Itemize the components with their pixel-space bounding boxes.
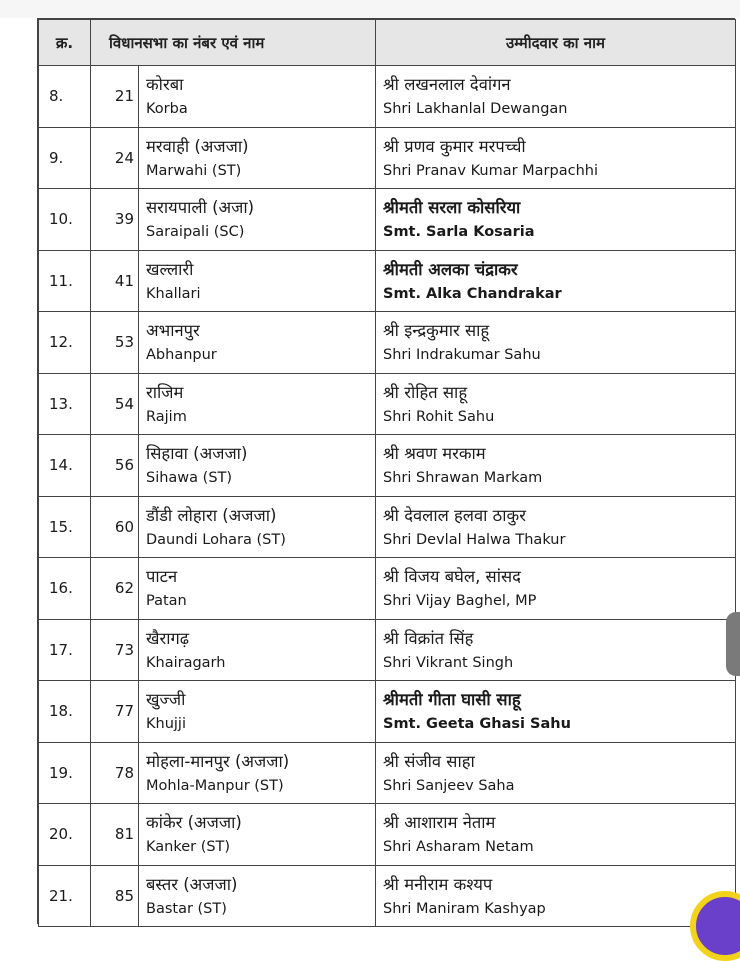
row-constituency-number: 77 <box>91 681 139 743</box>
constituency-name-hindi: कोरबा <box>146 75 184 95</box>
row-candidate <box>376 312 736 374</box>
constituency-name-english: Patan <box>146 593 187 610</box>
table-row <box>39 681 736 743</box>
constituency-name-english: Khallari <box>146 285 201 302</box>
row-serial: 20. <box>39 804 91 866</box>
table-row <box>39 189 736 251</box>
row-constituency-number: 73 <box>91 619 139 681</box>
row-constituency <box>139 804 376 866</box>
row-constituency <box>139 189 376 251</box>
row-constituency <box>139 865 376 927</box>
constituency-name-hindi: सरायपाली (अजा) <box>146 198 255 218</box>
candidate-name-hindi: श्री प्रणव कुमार मरपच्ची <box>383 136 526 156</box>
row-candidate <box>376 435 736 497</box>
candidate-name-english: Smt. Alka Chandrakar <box>383 285 562 302</box>
constituency-name-hindi: बस्तर (अजजा) <box>146 874 238 894</box>
row-serial: 12. <box>39 312 91 374</box>
row-candidate <box>376 619 736 681</box>
table-row <box>39 250 736 312</box>
candidate-name-hindi: श्रीमती अलका चंद्राकर <box>383 259 518 279</box>
row-constituency-number: 56 <box>91 435 139 497</box>
table-row <box>39 804 736 866</box>
row-constituency-number: 62 <box>91 558 139 620</box>
header-constituency: विधानसभा का नंबर एवं नाम <box>91 20 376 66</box>
row-candidate <box>376 66 736 128</box>
candidate-name-hindi: श्री विजय बघेल, सांसद <box>383 567 521 587</box>
row-constituency-number: 53 <box>91 312 139 374</box>
row-serial: 17. <box>39 619 91 681</box>
row-serial: 9. <box>39 127 91 189</box>
candidate-name-hindi: श्री मनीराम कश्यप <box>383 874 493 894</box>
row-candidate <box>376 250 736 312</box>
row-serial: 15. <box>39 496 91 558</box>
constituency-name-hindi: खुज्जी <box>146 690 186 710</box>
candidate-name-english: Smt. Geeta Ghasi Sahu <box>383 716 571 733</box>
constituency-name-english: Daundi Lohara (ST) <box>146 531 286 548</box>
row-constituency-number: 60 <box>91 496 139 558</box>
constituency-name-english: Kanker (ST) <box>146 839 231 856</box>
row-constituency <box>139 66 376 128</box>
candidate-name-english: Shri Maniram Kashyap <box>383 900 546 917</box>
row-constituency <box>139 619 376 681</box>
row-candidate <box>376 373 736 435</box>
row-serial: 10. <box>39 189 91 251</box>
constituency-name-english: Bastar (ST) <box>146 900 227 917</box>
top-margin <box>0 0 740 18</box>
constituency-name-english: Marwahi (ST) <box>146 162 242 179</box>
constituency-name-hindi: सिहावा (अजजा) <box>146 444 248 464</box>
row-serial: 18. <box>39 681 91 743</box>
row-constituency <box>139 127 376 189</box>
constituency-name-hindi: राजिम <box>146 382 184 402</box>
row-serial: 16. <box>39 558 91 620</box>
row-constituency <box>139 742 376 804</box>
constituency-name-hindi: मोहला-मानपुर (अजजा) <box>146 751 290 771</box>
row-candidate <box>376 681 736 743</box>
table-body <box>39 66 736 927</box>
candidate-name-hindi: श्रीमती गीता घासी साहू <box>383 690 521 710</box>
candidate-name-english: Shri Asharam Netam <box>383 839 534 856</box>
row-serial: 13. <box>39 373 91 435</box>
constituency-name-english: Khujji <box>146 716 186 733</box>
row-candidate <box>376 865 736 927</box>
row-constituency <box>139 312 376 374</box>
row-serial: 14. <box>39 435 91 497</box>
constituency-name-english: Khairagarh <box>146 654 226 671</box>
row-serial: 21. <box>39 865 91 927</box>
constituency-name-hindi: डौंडी लोहारा (अजजा) <box>146 505 277 525</box>
candidate-name-english: Shri Indrakumar Sahu <box>383 347 541 364</box>
header-serial: क्र. <box>39 20 91 66</box>
candidate-name-english: Shri Pranav Kumar Marpachhi <box>383 162 598 179</box>
table-row <box>39 66 736 128</box>
row-candidate <box>376 496 736 558</box>
row-candidate <box>376 558 736 620</box>
table-row <box>39 619 736 681</box>
table-row <box>39 373 736 435</box>
row-constituency <box>139 435 376 497</box>
row-candidate <box>376 804 736 866</box>
row-serial: 8. <box>39 66 91 128</box>
candidate-table <box>38 19 736 927</box>
row-constituency <box>139 373 376 435</box>
row-constituency-number: 85 <box>91 865 139 927</box>
candidate-name-hindi: श्री देवलाल हलवा ठाकुर <box>383 505 526 525</box>
constituency-name-english: Abhanpur <box>146 347 217 364</box>
candidate-name-hindi: श्री इन्द्रकुमार साहू <box>383 321 490 341</box>
constituency-name-hindi: कांकेर (अजजा) <box>146 813 242 833</box>
table-row <box>39 742 736 804</box>
constituency-name-english: Saraipali (SC) <box>146 224 245 241</box>
candidate-name-hindi: श्रीमती सरला कोसरिया <box>383 198 521 218</box>
table-header-row <box>39 20 736 66</box>
row-constituency-number: 21 <box>91 66 139 128</box>
row-constituency <box>139 250 376 312</box>
constituency-name-english: Rajim <box>146 408 187 425</box>
candidate-name-hindi: श्री विक्रांत सिंह <box>383 628 474 648</box>
table-row <box>39 865 736 927</box>
candidate-name-hindi: श्री श्रवण मरकाम <box>383 444 486 464</box>
constituency-name-hindi: अभानपुर <box>146 321 200 341</box>
candidate-name-hindi: श्री आशाराम नेताम <box>383 813 496 833</box>
row-constituency-number: 78 <box>91 742 139 804</box>
row-constituency-number: 81 <box>91 804 139 866</box>
row-candidate <box>376 742 736 804</box>
constituency-name-hindi: खल्लारी <box>146 259 194 279</box>
row-constituency-number: 41 <box>91 250 139 312</box>
constituency-name-english: Mohla-Manpur (ST) <box>146 777 284 794</box>
scroll-handle[interactable] <box>726 612 740 676</box>
row-constituency <box>139 496 376 558</box>
table-row <box>39 558 736 620</box>
row-constituency <box>139 558 376 620</box>
constituency-name-hindi: खैरागढ़ <box>146 628 190 648</box>
row-candidate <box>376 189 736 251</box>
candidate-name-english: Shri Vikrant Singh <box>383 654 514 671</box>
candidate-name-english: Shri Devlal Halwa Thakur <box>383 531 566 548</box>
constituency-name-hindi: पाटन <box>146 567 178 587</box>
row-serial: 19. <box>39 742 91 804</box>
table-row <box>39 312 736 374</box>
candidate-list-sheet <box>37 18 735 924</box>
row-candidate <box>376 127 736 189</box>
row-constituency-number: 24 <box>91 127 139 189</box>
constituency-name-hindi: मरवाही (अजजा) <box>146 136 249 156</box>
candidate-name-hindi: श्री लखनलाल देवांगन <box>383 75 511 95</box>
candidate-name-english: Shri Vijay Baghel, MP <box>383 593 537 610</box>
candidate-name-english: Shri Shrawan Markam <box>383 470 543 487</box>
table-row <box>39 127 736 189</box>
row-constituency <box>139 681 376 743</box>
row-serial: 11. <box>39 250 91 312</box>
candidate-name-english: Shri Rohit Sahu <box>383 408 495 425</box>
constituency-name-english: Korba <box>146 101 188 118</box>
table-row <box>39 496 736 558</box>
table-row <box>39 435 736 497</box>
candidate-name-hindi: श्री संजीव साहा <box>383 751 475 771</box>
candidate-name-english: Shri Sanjeev Saha <box>383 777 515 794</box>
row-constituency-number: 39 <box>91 189 139 251</box>
candidate-name-english: Shri Lakhanlal Dewangan <box>383 101 568 118</box>
row-constituency-number: 54 <box>91 373 139 435</box>
candidate-name-hindi: श्री रोहित साहू <box>383 382 468 402</box>
header-candidate: उम्मीदवार का नाम <box>376 20 736 66</box>
candidate-name-english: Smt. Sarla Kosaria <box>383 224 535 241</box>
constituency-name-english: Sihawa (ST) <box>146 470 233 487</box>
